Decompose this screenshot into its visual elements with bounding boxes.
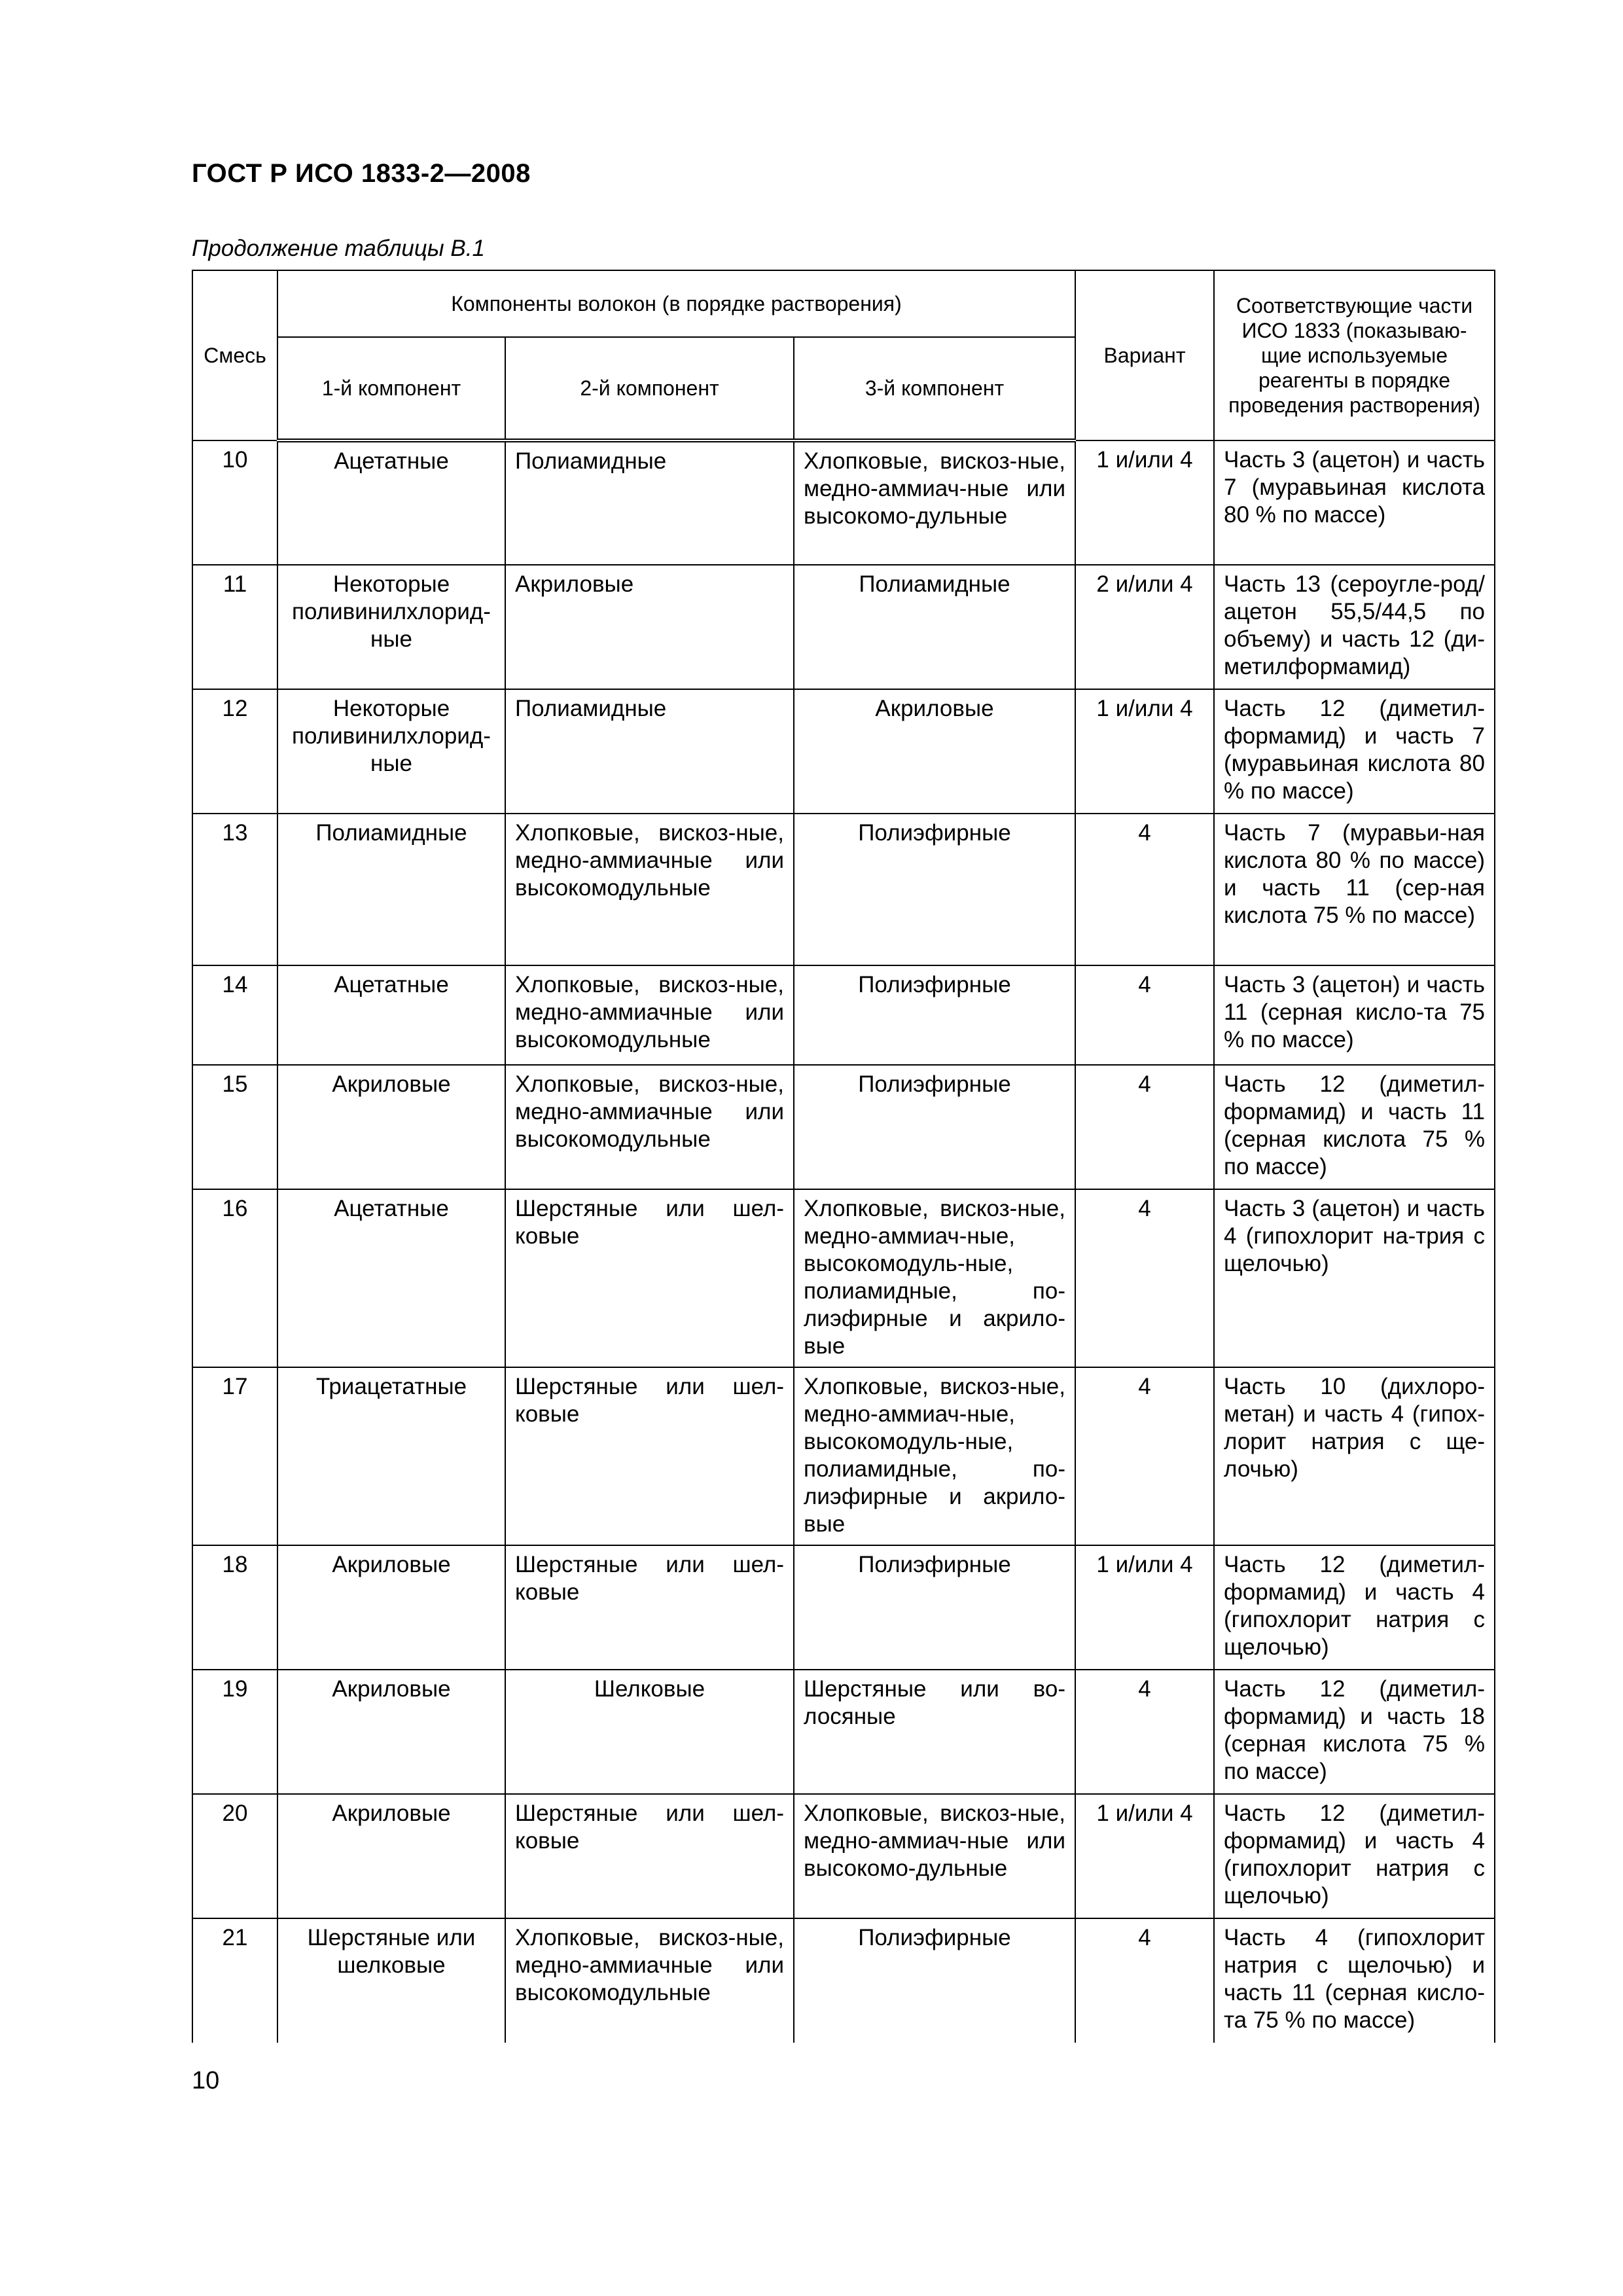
cell-component-3: Полиамидные: [794, 565, 1075, 689]
table-row: [192, 1065, 1495, 1189]
cell-mix: 15: [192, 1065, 277, 1189]
cell-parts: Часть 12 (диметил-формамид) и часть 11 (серная кислота 75 % по массе): [1214, 1065, 1495, 1189]
cell-variant: 1 и/или 4: [1075, 440, 1214, 565]
standard-header: ГОСТ Р ИСО 1833-2—2008: [192, 159, 531, 188]
cell-variant: 4: [1075, 1918, 1214, 2043]
cell-component-2: Шерстяные или шел-ковые: [505, 1367, 794, 1545]
cell-component-3: Полиэфирные: [794, 1065, 1075, 1189]
header-comp3: 3-й компонент: [794, 337, 1075, 440]
header-mix: Смесь: [192, 270, 277, 440]
cell-variant: 1 и/или 4: [1075, 689, 1214, 814]
table-row: [192, 1367, 1495, 1545]
cell-component-1: Некоторые поливинилхлорид-ные: [277, 565, 505, 689]
cell-parts: Часть 12 (диметил-формамид) и часть 4 (гипохлорит натрия с щелочью): [1214, 1794, 1495, 1918]
cell-variant: 4: [1075, 814, 1214, 965]
cell-parts: Часть 3 (ацетон) и часть 4 (гипохлорит на-трия с щелочью): [1214, 1189, 1495, 1367]
header-variant: Вариант: [1075, 270, 1214, 440]
table-caption: Продолжение таблицы В.1: [192, 236, 485, 261]
cell-parts: Часть 3 (ацетон) и часть 11 (серная кисло-та 75 % по массе): [1214, 965, 1495, 1065]
cell-component-2: Полиамидные: [505, 689, 794, 814]
header-comp2: 2-й компонент: [505, 337, 794, 440]
cell-parts: Часть 12 (диметил-формамид) и часть 18 (серная кислота 75 % по массе): [1214, 1670, 1495, 1794]
cell-parts: Часть 10 (дихлоро-метан) и часть 4 (гипох-лорит натрия с ще-лочью): [1214, 1367, 1495, 1545]
fiber-mixtures-table: [192, 270, 1495, 2043]
cell-component-3: Полиэфирные: [794, 1545, 1075, 1670]
cell-variant: 4: [1075, 1670, 1214, 1794]
cell-component-2: Шерстяные или шел-ковые: [505, 1545, 794, 1670]
table-row: [192, 1670, 1495, 1794]
cell-parts: Часть 12 (диметил-формамид) и часть 4 (гипохлорит натрия с щелочью): [1214, 1545, 1495, 1670]
cell-mix: 19: [192, 1670, 277, 1794]
cell-mix: 17: [192, 1367, 277, 1545]
cell-component-1: Акриловые: [277, 1670, 505, 1794]
cell-component-1: Некоторые поливинилхлорид-ные: [277, 689, 505, 814]
cell-component-3: Акриловые: [794, 689, 1075, 814]
cell-component-3: Хлопковые, вискоз-ные, медно-аммиач-ные или высокомо-дульные: [794, 1794, 1075, 1918]
cell-component-1: Полиамидные: [277, 814, 505, 965]
cell-component-1: Шерстяные или шелковые: [277, 1918, 505, 2043]
header-parts: Соответствующие части ИСО 1833 (показываю-щие используемые реагенты в порядке проведения растворения): [1214, 270, 1495, 440]
cell-mix: 10: [192, 440, 277, 565]
cell-component-2: Шелковые: [505, 1670, 794, 1794]
cell-component-2: Акриловые: [505, 565, 794, 689]
page-number: 10: [192, 2067, 220, 2094]
cell-component-3: Полиэфирные: [794, 1918, 1075, 2043]
cell-variant: 2 и/или 4: [1075, 565, 1214, 689]
cell-component-2: Шерстяные или шел-ковые: [505, 1189, 794, 1367]
table-row: [192, 1189, 1495, 1367]
table-body: [192, 440, 1495, 2043]
cell-variant: 4: [1075, 1189, 1214, 1367]
table-row: [192, 689, 1495, 814]
cell-component-1: Ацетатные: [277, 1189, 505, 1367]
header-comp1: 1-й компонент: [277, 337, 505, 440]
cell-parts: Часть 13 (сероугле-род/ацетон 55,5/44,5 по объему) и часть 12 (ди-метилформамид): [1214, 565, 1495, 689]
cell-component-3: Хлопковые, вискоз-ные, медно-аммиач-ные или высокомо-дульные: [794, 440, 1075, 565]
table-row: [192, 1918, 1495, 2043]
table-row: [192, 965, 1495, 1065]
cell-variant: 4: [1075, 1065, 1214, 1189]
cell-component-3: Полиэфирные: [794, 814, 1075, 965]
cell-variant: 1 и/или 4: [1075, 1794, 1214, 1918]
cell-parts: Часть 3 (ацетон) и часть 7 (муравьиная кислота 80 % по массе): [1214, 440, 1495, 565]
cell-component-1: Ацетатные: [277, 440, 505, 565]
header-components-group: Компоненты волокон (в порядке растворения): [277, 270, 1075, 337]
cell-component-2: Шерстяные или шел-ковые: [505, 1794, 794, 1918]
cell-component-3: Хлопковые, вискоз-ные, медно-аммиач-ные, высокомодуль-ные, полиамидные, по-лиэфирные и акрило-вые: [794, 1189, 1075, 1367]
cell-variant: 4: [1075, 965, 1214, 1065]
cell-mix: 20: [192, 1794, 277, 1918]
cell-component-1: Ацетатные: [277, 965, 505, 1065]
table-row: [192, 814, 1495, 965]
cell-mix: 11: [192, 565, 277, 689]
cell-component-2: Хлопковые, вискоз-ные, медно-аммиачные или высокомодульные: [505, 1065, 794, 1189]
cell-component-2: Хлопковые, вискоз-ные, медно-аммиачные или высокомодульные: [505, 965, 794, 1065]
cell-component-3: Полиэфирные: [794, 965, 1075, 1065]
cell-mix: 18: [192, 1545, 277, 1670]
cell-mix: 14: [192, 965, 277, 1065]
table-row: [192, 1794, 1495, 1918]
cell-variant: 4: [1075, 1367, 1214, 1545]
cell-component-2: Хлопковые, вискоз-ные, медно-аммиачные или высокомодульные: [505, 1918, 794, 2043]
cell-mix: 21: [192, 1918, 277, 2043]
cell-component-1: Акриловые: [277, 1545, 505, 1670]
cell-component-1: Акриловые: [277, 1065, 505, 1189]
cell-variant: 1 и/или 4: [1075, 1545, 1214, 1670]
cell-component-2: Полиамидные: [505, 440, 794, 565]
cell-parts: Часть 4 (гипохлорит натрия с щелочью) и часть 11 (серная кисло-та 75 % по массе): [1214, 1918, 1495, 2043]
cell-mix: 13: [192, 814, 277, 965]
cell-component-3: Хлопковые, вискоз-ные, медно-аммиач-ные, высокомодуль-ные, полиамидные, по-лиэфирные и акрило-вые: [794, 1367, 1075, 1545]
cell-component-1: Триацетатные: [277, 1367, 505, 1545]
cell-component-2: Хлопковые, вискоз-ные, медно-аммиачные или высокомодульные: [505, 814, 794, 965]
cell-mix: 12: [192, 689, 277, 814]
table-row: [192, 565, 1495, 689]
cell-component-1: Акриловые: [277, 1794, 505, 1918]
cell-mix: 16: [192, 1189, 277, 1367]
table-row: [192, 440, 1495, 565]
table-row: [192, 1545, 1495, 1670]
cell-component-3: Шерстяные или во-лосяные: [794, 1670, 1075, 1794]
cell-parts: Часть 12 (диметил-формамид) и часть 7 (муравьиная кислота 80 % по массе): [1214, 689, 1495, 814]
cell-parts: Часть 7 (муравьи-ная кислота 80 % по массе) и часть 11 (сер-ная кислота 75 % по массе): [1214, 814, 1495, 965]
